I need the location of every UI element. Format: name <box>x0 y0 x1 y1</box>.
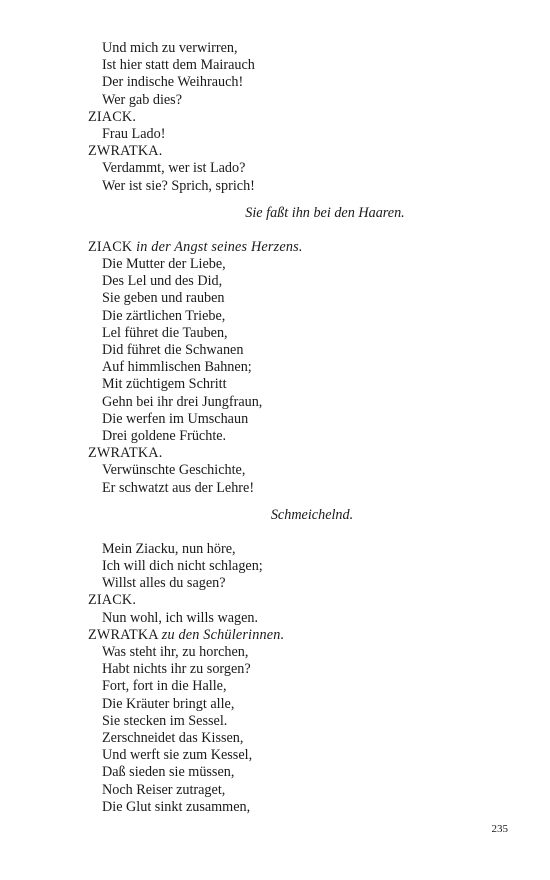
verse-line: Frau Lado! <box>102 125 166 142</box>
stage-direction: Sie faßt ihn bei den Haaren. <box>245 204 405 221</box>
speaker-name: ZWRATKA <box>88 626 158 643</box>
verse-line: Die werfen im Umschaun <box>102 410 249 427</box>
verse-line: Der indische Weihrauch! <box>102 74 244 91</box>
verse-line: Gehn bei ihr drei Jungfraun, <box>102 393 263 410</box>
verse-line: Ist hier statt dem Mairauch <box>102 57 255 74</box>
speaker-direction: in der Angst seines Herzens. <box>136 238 303 255</box>
verse-line: Zerschneidet das Kissen, <box>102 729 244 746</box>
verse-line: Noch Reiser zutraget, <box>102 781 226 798</box>
stage-direction: Schmeichelnd. <box>270 506 354 523</box>
verse-line: Und mich zu verwirren, <box>102 40 238 56</box>
speaker-name: ZIACK. <box>88 108 137 125</box>
verse-line: Des Lel und des Did, <box>102 273 223 290</box>
speaker-direction: zu den Schülerinnen. <box>161 626 285 643</box>
verse-line: Willst alles du sagen? <box>102 575 226 592</box>
verse-line: Ich will dich nicht schlagen; <box>102 558 263 575</box>
verse-line: Mit züchtigem Schritt <box>102 376 227 393</box>
verse-line: Mein Ziacku, nun höre, <box>102 540 236 557</box>
verse-line: Auf himmlischen Bahnen; <box>102 359 252 376</box>
verse-line: Die Glut sinkt zusammen, <box>102 798 251 815</box>
verse-line: Er schwatzt aus der Lehre! <box>102 479 255 496</box>
verse-line: Verdammt, wer ist Lado? <box>102 160 246 177</box>
speaker-name: ZWRATKA. <box>88 143 163 160</box>
verse-line: Sie stecken im Sessel. <box>102 712 228 729</box>
speaker-name: ZIACK <box>88 238 133 255</box>
verse-line: Nun wohl, ich wills wagen. <box>102 609 259 626</box>
verse-line: Die Mutter der Liebe, <box>102 256 226 273</box>
verse-line: Drei goldene Früchte. <box>102 427 227 444</box>
verse-line: Did führet die Schwanen <box>102 342 244 358</box>
verse-line: Fort, fort in die Halle, <box>102 678 227 695</box>
verse-line: Die Kräuter bringt alle, <box>102 695 235 712</box>
speaker-heading <box>88 239 508 256</box>
verse-line: Habt nichts ihr zu sorgen? <box>102 661 251 678</box>
speaker-name: ZWRATKA. <box>88 445 163 462</box>
verse-line: Wer gab dies? <box>102 91 183 108</box>
verse-line: Daß sieden sie müssen, <box>102 764 235 781</box>
verse-line: Lel führet die Tauben, <box>102 324 228 341</box>
page-number: 235 <box>491 823 508 835</box>
verse-line: Was steht ihr, zu horchen, <box>102 644 249 660</box>
speaker-heading <box>88 627 508 644</box>
verse-line: Die zärtlichen Triebe, <box>102 307 226 324</box>
verse-text <box>88 40 508 816</box>
speaker-name: ZIACK. <box>88 592 137 609</box>
verse-line: Verwünschte Geschichte, <box>102 462 246 479</box>
verse-line: Sie geben und rauben <box>102 290 225 307</box>
verse-line: Wer ist sie? Sprich, sprich! <box>102 177 255 194</box>
verse-line: Und werft sie zum Kessel, <box>102 747 253 764</box>
